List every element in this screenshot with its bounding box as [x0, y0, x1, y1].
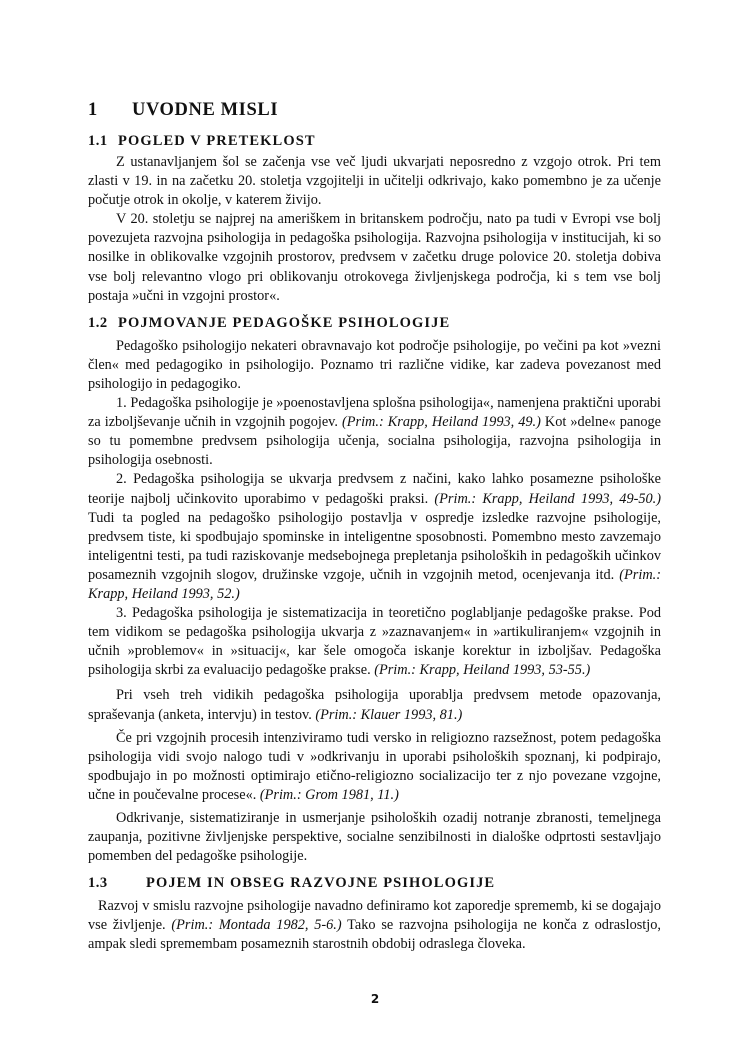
citation: (Prim.: Krapp, Heiland 1993, 49.): [342, 414, 541, 431]
paragraph: Z ustanavljanjem šol se začenja vse več ljudi ukvarjati neposredno z vzgojo otrok. Pri tem zlasti v 19. in na začetku 20. stoletja vzgojitelji in učitelji odkrivajo, kako pomembno je za učenje počutje otrok in okolje, v katerem živijo.: [88, 154, 661, 209]
section-number: 1.1: [88, 133, 108, 149]
paragraph: Pedagoško psihologijo nekateri obravnavajo kot področje psihologije, po večini pa kot »vezni člen« med pedagogiko in psihologijo. Poznamo tri različne vidike, kar zadeva povezanost med psihologijo in pedagogiko.: [88, 337, 661, 392]
paragraph: Odkrivanje, sistematiziranje in usmerjanje psiholoških ozadij notranje zbranosti, temeljnega zaupanja, pozitivne življenjske perspektive, socialne senzibilnosti in dialoške odprtosti sestavljajo pomemben del pedagoške psihologije.: [88, 810, 661, 865]
section-heading-1-2: [88, 314, 661, 333]
paragraph: Razvoj v smislu razvojne psihologije navadno definiramo kot zaporedje sprememb, ki se dogajajo vse življenje. (Prim.: Montada 1982, 5-6.) Tako se razvojna psihologija ne konča z odraslostjo, ampak sledi spremembam posameznih starostnih obdobij odraslega človeka.: [88, 898, 661, 953]
page-number: 2: [370, 992, 380, 1006]
paragraph: 1. Pedagoška psihologije je »poenostavljena splošna psihologija«, namenjena praktični uporabi za izboljševanje učnih in vzgojnih pogojev. (Prim.: Krapp, Heiland 1993, 49.) Kot »delne« panoge so tu pomembne predvsem psihologija učenja, socialna psihologija, razvojna psihologija in psihologija osebnosti.: [88, 395, 661, 469]
paragraph: V 20. stoletju se najprej na ameriškem in britanskem področju, nato pa tudi v Evropi vse bolj povezujeta razvojna psihologija in pedagoška psihologija. Razvojna psihologija v institucijah, ki so nosilke in oblikovalke vzgojnih prostorov, predvsem v začetku druge polovice 20. stoletja dobiva vse bolj relevantno vlogo pri oblikovanju otrokovega življenjskega področja, ki s tem vse bolj postaja »učni in vzgojni prostor«.: [88, 211, 661, 304]
paragraph: 2. Pedagoška psihologija se ukvarja predvsem z načini, kako lahko posamezne psihološke teorije najbolj učinkovito uporabimo v pedagoški praksi. (Prim.: Krapp, Heiland 1993, 49-50.) Tudi ta pogled na pedagoško psihologijo postavlja v ospredje izsledke razvojne psihologije, predvsem tiste, ki spodbujajo spominske in inteligentne sposobnosti. Pomembno mesto zavzemajo inteligentni testi, pa tudi raziskovanje medsebojnega prepletanja psiholoških in pedagoških učinkov posameznih vzgojnih slogov, družinske vzgoje, učnih in vzgojnih metod, ocenjevanja itd. (Prim.: Krapp, Heiland 1993, 52.): [88, 471, 661, 602]
citation: (Prim.: Grom 1981, 11.): [259, 786, 399, 803]
citation: (Prim.: Klauer 1993, 81.): [315, 706, 463, 723]
citation: (Prim.: Krapp, Heiland 1993, 49-50.): [434, 490, 661, 507]
section-title: POJMOVANJE PEDAGOŠKE PSIHOLOGIJE: [118, 314, 451, 331]
section-number: 1.2: [88, 314, 108, 331]
chapter-number: 1: [88, 100, 98, 120]
citation: (Prim.: Krapp, Heiland 1993, 53-55.): [374, 662, 591, 679]
paragraph: Če pri vzgojnih procesih intenziviramo tudi versko in religiozno razsežnost, potem pedagoška psihologija vidi svojo nalogo tudi v »odkrivanju in uporabi psiholoških spoznanj, ki podpirajo, spodbujajo in po možnosti optimirajo etično-religiozno socializacijo ter z njo povezane vzgojne, učne in poučevalne procese«. (Prim.: Grom 1981, 11.): [88, 729, 661, 803]
section-number: 1.3: [88, 875, 108, 892]
paragraph: 3. Pedagoška psihologija je sistematizacija in teoretično poglabljanje pedagoške prakse. Pod tem vidikom se pedagoška psihologija ukvarja z »zaznavanjem« in »artikuliranjem« vzgojnih in učnih »problemov« in »situacij«, kar šele omogoča iskanje korektur in izboljšav. Pedagoška psihologija skrbi za evaluacijo pedagoške prakse. (Prim.: Krapp, Heiland 1993, 53-55.): [88, 605, 661, 679]
document-page: [88, 96, 661, 955]
section-heading-1-1: [88, 132, 661, 151]
paragraph: Pri vseh treh vidikih pedagoška psihologija uporablja predvsem metode opazovanja, spraševanja (anketa, intervju) in testov. (Prim.: Klauer 1993, 81.): [88, 687, 661, 723]
citation: (Prim.: Krapp, Heiland 1993, 52.): [88, 566, 661, 602]
chapter-heading: [88, 96, 661, 124]
chapter-title: UVODNE MISLI: [132, 100, 279, 120]
citation: (Prim.: Montada 1982, 5-6.): [171, 917, 342, 934]
section-title: POGLED V PRETEKLOST: [118, 133, 316, 149]
section-heading-1-3: [88, 874, 661, 893]
section-title: POJEM IN OBSEG RAZVOJNE PSIHOLOGIJE: [146, 875, 496, 892]
